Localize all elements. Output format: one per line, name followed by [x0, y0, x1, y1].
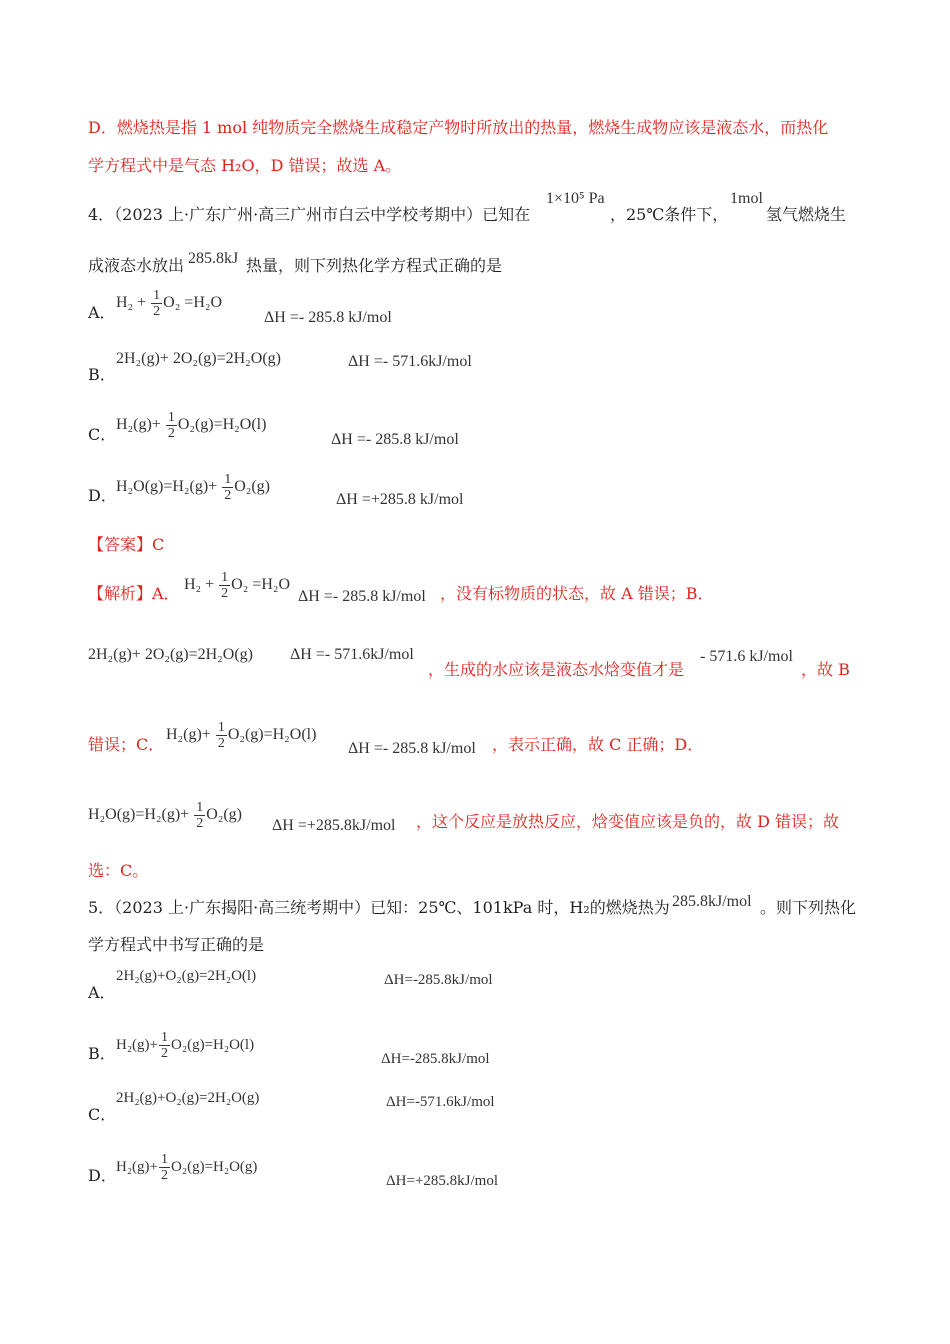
q4-analysis-d-equation: H₂O(g)=H₂(g)+ $\frac{1}{2}$ O₂(g) [88, 800, 242, 831]
q4-analysis-c-dh: ΔH =- 285.8 kJ/mol [348, 740, 476, 757]
q4-analysis-b-equation: 2H₂(g)+ 2O₂(g)=2H₂O(g) [88, 646, 253, 663]
q4-heat: 285.8kJ [188, 250, 239, 267]
q4-analysis-b-dh: ΔH =- 571.6kJ/mol [290, 646, 414, 663]
q4-analysis-a-text: ，没有标物质的状态，故 A 错误；B． [440, 584, 714, 603]
q4-analysis-a-dh: ΔH =- 285.8 kJ/mol [298, 588, 426, 605]
prev-analysis-line2: 学方程式中是气态 H₂O，D 错误；故选 A。 [88, 156, 402, 175]
q5-option-a-label[interactable]: A． [88, 983, 116, 1002]
q5-option-d-equation: H₂(g)+ $\frac{1}{2}$ O₂(g)=H₂O(g) [116, 1152, 258, 1183]
q5-option-d-label[interactable]: D． [88, 1166, 117, 1185]
q5-option-a-equation: 2H₂(g)+O₂(g)=2H₂O(l) [116, 968, 257, 984]
q4-analysis-b-value: - 571.6 kJ/mol [700, 648, 793, 665]
q4-analysis-end: 选：C。 [88, 861, 149, 880]
q4-analysis-c-text: ，表示正确，故 C 正确；D． [492, 735, 704, 754]
q4-stem2-prefix: 成液态水放出 [88, 256, 185, 275]
q4-option-b-dh: ΔH =- 571.6kJ/mol [348, 353, 472, 370]
q4-analysis-c-equation: H₂(g)+ $\frac{1}{2}$ O₂(g)=H₂O(l) [166, 720, 317, 751]
q5-option-b-dh: ΔH=-285.8kJ/mol [381, 1051, 490, 1067]
q4-option-c-label[interactable]: C． [88, 425, 117, 444]
q4-analysis-a-equation: H₂ + $\frac{1}{2}$ O₂ =H₂O [184, 570, 290, 601]
q4-mol: 1mol [730, 190, 763, 207]
q4-option-c-equation: H₂(g)+ $\frac{1}{2}$ O₂(g)=H₂O(l) [116, 410, 267, 441]
q4-option-a-dh: ΔH =- 285.8 kJ/mol [264, 309, 392, 326]
q4-option-a-label[interactable]: A． [88, 303, 116, 322]
q5-option-b-label[interactable]: B． [88, 1044, 116, 1063]
q5-option-c-label[interactable]: C． [88, 1105, 117, 1124]
q4-option-b-label[interactable]: B． [88, 365, 116, 384]
q5-stem-suffix: 。则下列热化 [760, 898, 857, 917]
q4-answer: 【答案】C [88, 535, 165, 554]
q4-analysis-c-prefix: 错误；C． [88, 735, 165, 754]
q5-stem-line2: 学方程式中书写正确的是 [88, 935, 265, 954]
q4-analysis-d-text: ，这个反应是放热反应，焓变值应该是负的，故 D 错误；故 [416, 812, 840, 831]
q4-pressure: 1×10⁵ Pa [546, 190, 605, 207]
q4-stem2-suffix: 热量，则下列热化学方程式正确的是 [246, 256, 503, 275]
q4-option-a-equation: H₂ + $\frac{1}{2}$ O₂ =H₂O [116, 288, 222, 319]
q4-analysis-tag: 【解析】 [88, 584, 153, 603]
q4-stem-suffix: 氢气燃烧生 [766, 205, 847, 224]
q5-option-a-dh: ΔH=-285.8kJ/mol [384, 972, 493, 988]
q5-option-d-dh: ΔH=+285.8kJ/mol [386, 1173, 498, 1189]
q4-analysis-b-text: ，生成的水应该是液态水焓变值才是 [428, 660, 685, 679]
q4-stem-prefix: 4．（2023 上·广东广州·高三广州市白云中学校考期中）已知在 [88, 205, 531, 224]
q5-stem-prefix: 5．（2023 上·广东揭阳·高三统考期中）已知：25℃、101kPa 时，H₂的燃烧热为 [88, 898, 670, 917]
q4-option-d-dh: ΔH =+285.8 kJ/mol [336, 491, 464, 508]
q4-option-d-equation: H₂O(g)=H₂(g)+ $\frac{1}{2}$ O₂(g) [116, 472, 270, 503]
q4-analysis-a-label: A． [152, 584, 180, 603]
q5-option-c-equation: 2H₂(g)+O₂(g)=2H₂O(g) [116, 1090, 260, 1106]
q4-stem-mid: ，25℃条件下， [610, 205, 729, 224]
q4-option-d-label[interactable]: D． [88, 486, 117, 505]
q5-option-b-equation: H₂(g)+ $\frac{1}{2}$ O₂(g)=H₂O(l) [116, 1030, 255, 1061]
q4-analysis-d-dh: ΔH =+285.8kJ/mol [272, 817, 396, 834]
q4-analysis-b-end: ，故 B [801, 660, 850, 679]
q5-heat: 285.8kJ/mol [672, 893, 752, 910]
q4-option-c-dh: ΔH =- 285.8 kJ/mol [331, 431, 459, 448]
q4-option-b-equation: 2H₂(g)+ 2O₂(g)=2H₂O(g) [116, 350, 281, 367]
prev-analysis-line1: D．燃烧热是指 1 mol 纯物质完全燃烧生成稳定产物时所放出的热量，燃烧生成物应该是液态水，而热化 [88, 118, 829, 137]
q5-option-c-dh: ΔH=-571.6kJ/mol [386, 1094, 495, 1110]
